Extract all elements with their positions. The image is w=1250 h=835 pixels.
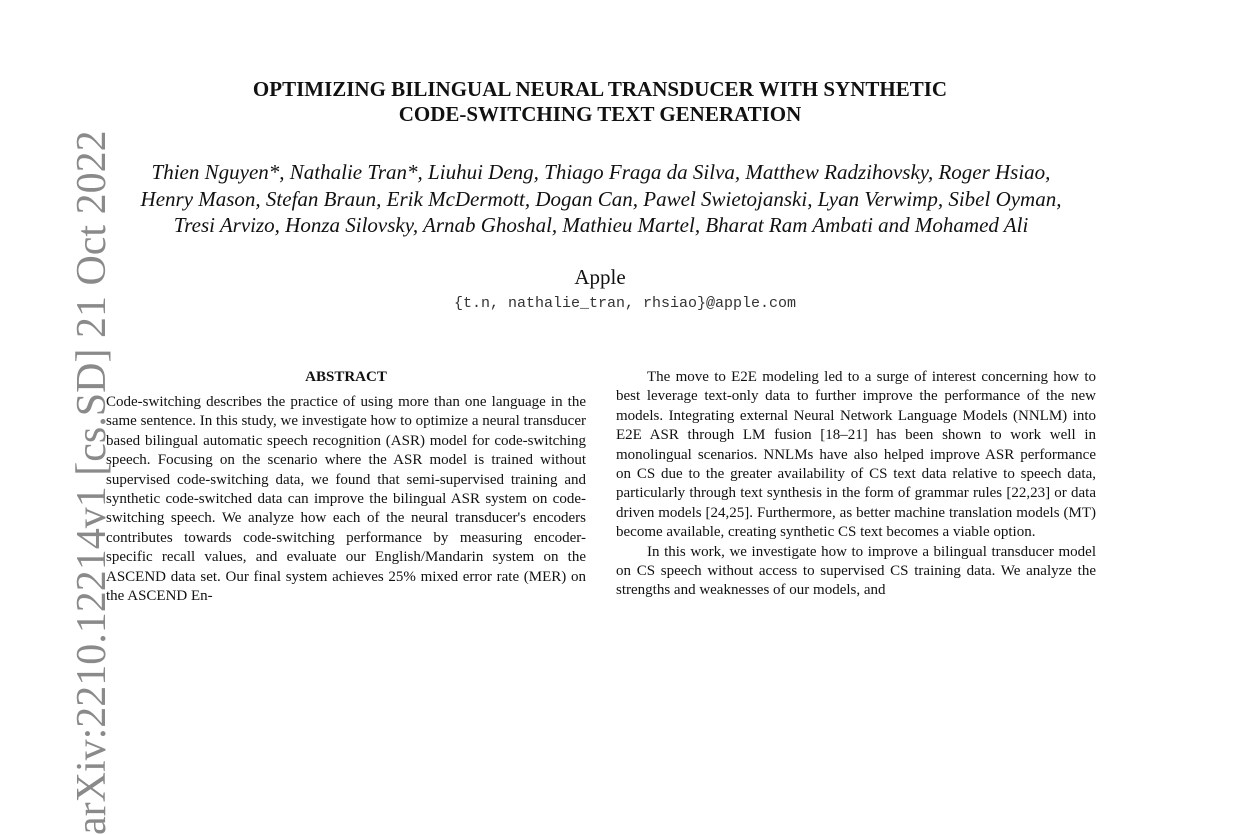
abstract-column	[106, 368, 586, 606]
arxiv-stamp-text: arXiv:2210.12214v1 [cs.SD] 21 Oct 2022	[69, 130, 115, 835]
affiliation: Apple	[574, 265, 626, 289]
title-line-1: OPTIMIZING BILINGUAL NEURAL TRANSDUCER WITH SYNTHETIC	[252, 77, 948, 101]
abstract-text: Code-switching describes the practice of using more than one language in the same sentence. In this study, we investigate how to optimize a neural transducer based bilingual automatic speech recognition (ASR) model for code-switching speech. Focusing on the scenario where the ASR model is trained without supervised code-switching data, we found that semi-supervised training and synthetic code-switched data can improve the bilingual ASR system on code-switching speech. We analyze how each of the neural transducer's encoders contributes towards code-switching performance by measuring encoder-specific recall values, and evaluate our English/Mandarin system on the ASCEND data set. Our final system achieves 25% mixed error rate (MER) on the ASCEND En-	[106, 394, 586, 605]
intro-paragraph-1: The move to E2E modeling led to a surge of interest concerning how to best leverage text-only data to further improve the performance of the new models. Integrating external Neural Network Language Models (NNLM) into E2E ASR through LM fusion [18–21] has been shown to work well in monolingual scenarios. NNLMs have also helped improve ASR performance on CS due to the greater availability of CS text data relative to speech data, particularly through text synthesis in the form of grammar rules [22,23] or data driven models [24,25]. Furthermore, as better machine translation models (MT) become available, creating synthetic CS text becomes a viable option.	[616, 369, 1096, 541]
authors-line-1: Thien Nguyen*, Nathalie Tran*, Liuhui Deng, Thiago Fraga da Silva, Matthew Radzihovsky, Roger Hsiao,	[151, 160, 1051, 184]
paper-title	[0, 77, 1200, 127]
authors-line-3: Tresi Arvizo, Honza Silovsky, Arnab Ghoshal, Mathieu Martel, Bharat Ram Ambati and Mohamed Ali	[173, 213, 1029, 237]
author-list	[60, 159, 1142, 239]
introduction-column	[616, 368, 1096, 601]
title-line-2: CODE-SWITCHING TEXT GENERATION	[398, 102, 802, 126]
abstract-heading: ABSTRACT	[305, 369, 387, 385]
intro-paragraph-2: In this work, we investigate how to improve a bilingual transducer model on CS speech without access to supervised CS training data. We analyze the strengths and weaknesses of our models, and	[616, 543, 1096, 599]
author-email: {t.n, nathalie_tran, rhsiao}@apple.com	[453, 295, 797, 312]
authors-line-2: Henry Mason, Stefan Braun, Erik McDermott, Dogan Can, Pawel Swietojanski, Lyan Verwimp, Sibel Oyman,	[140, 186, 1062, 211]
arxiv-stamp	[20, 130, 115, 835]
